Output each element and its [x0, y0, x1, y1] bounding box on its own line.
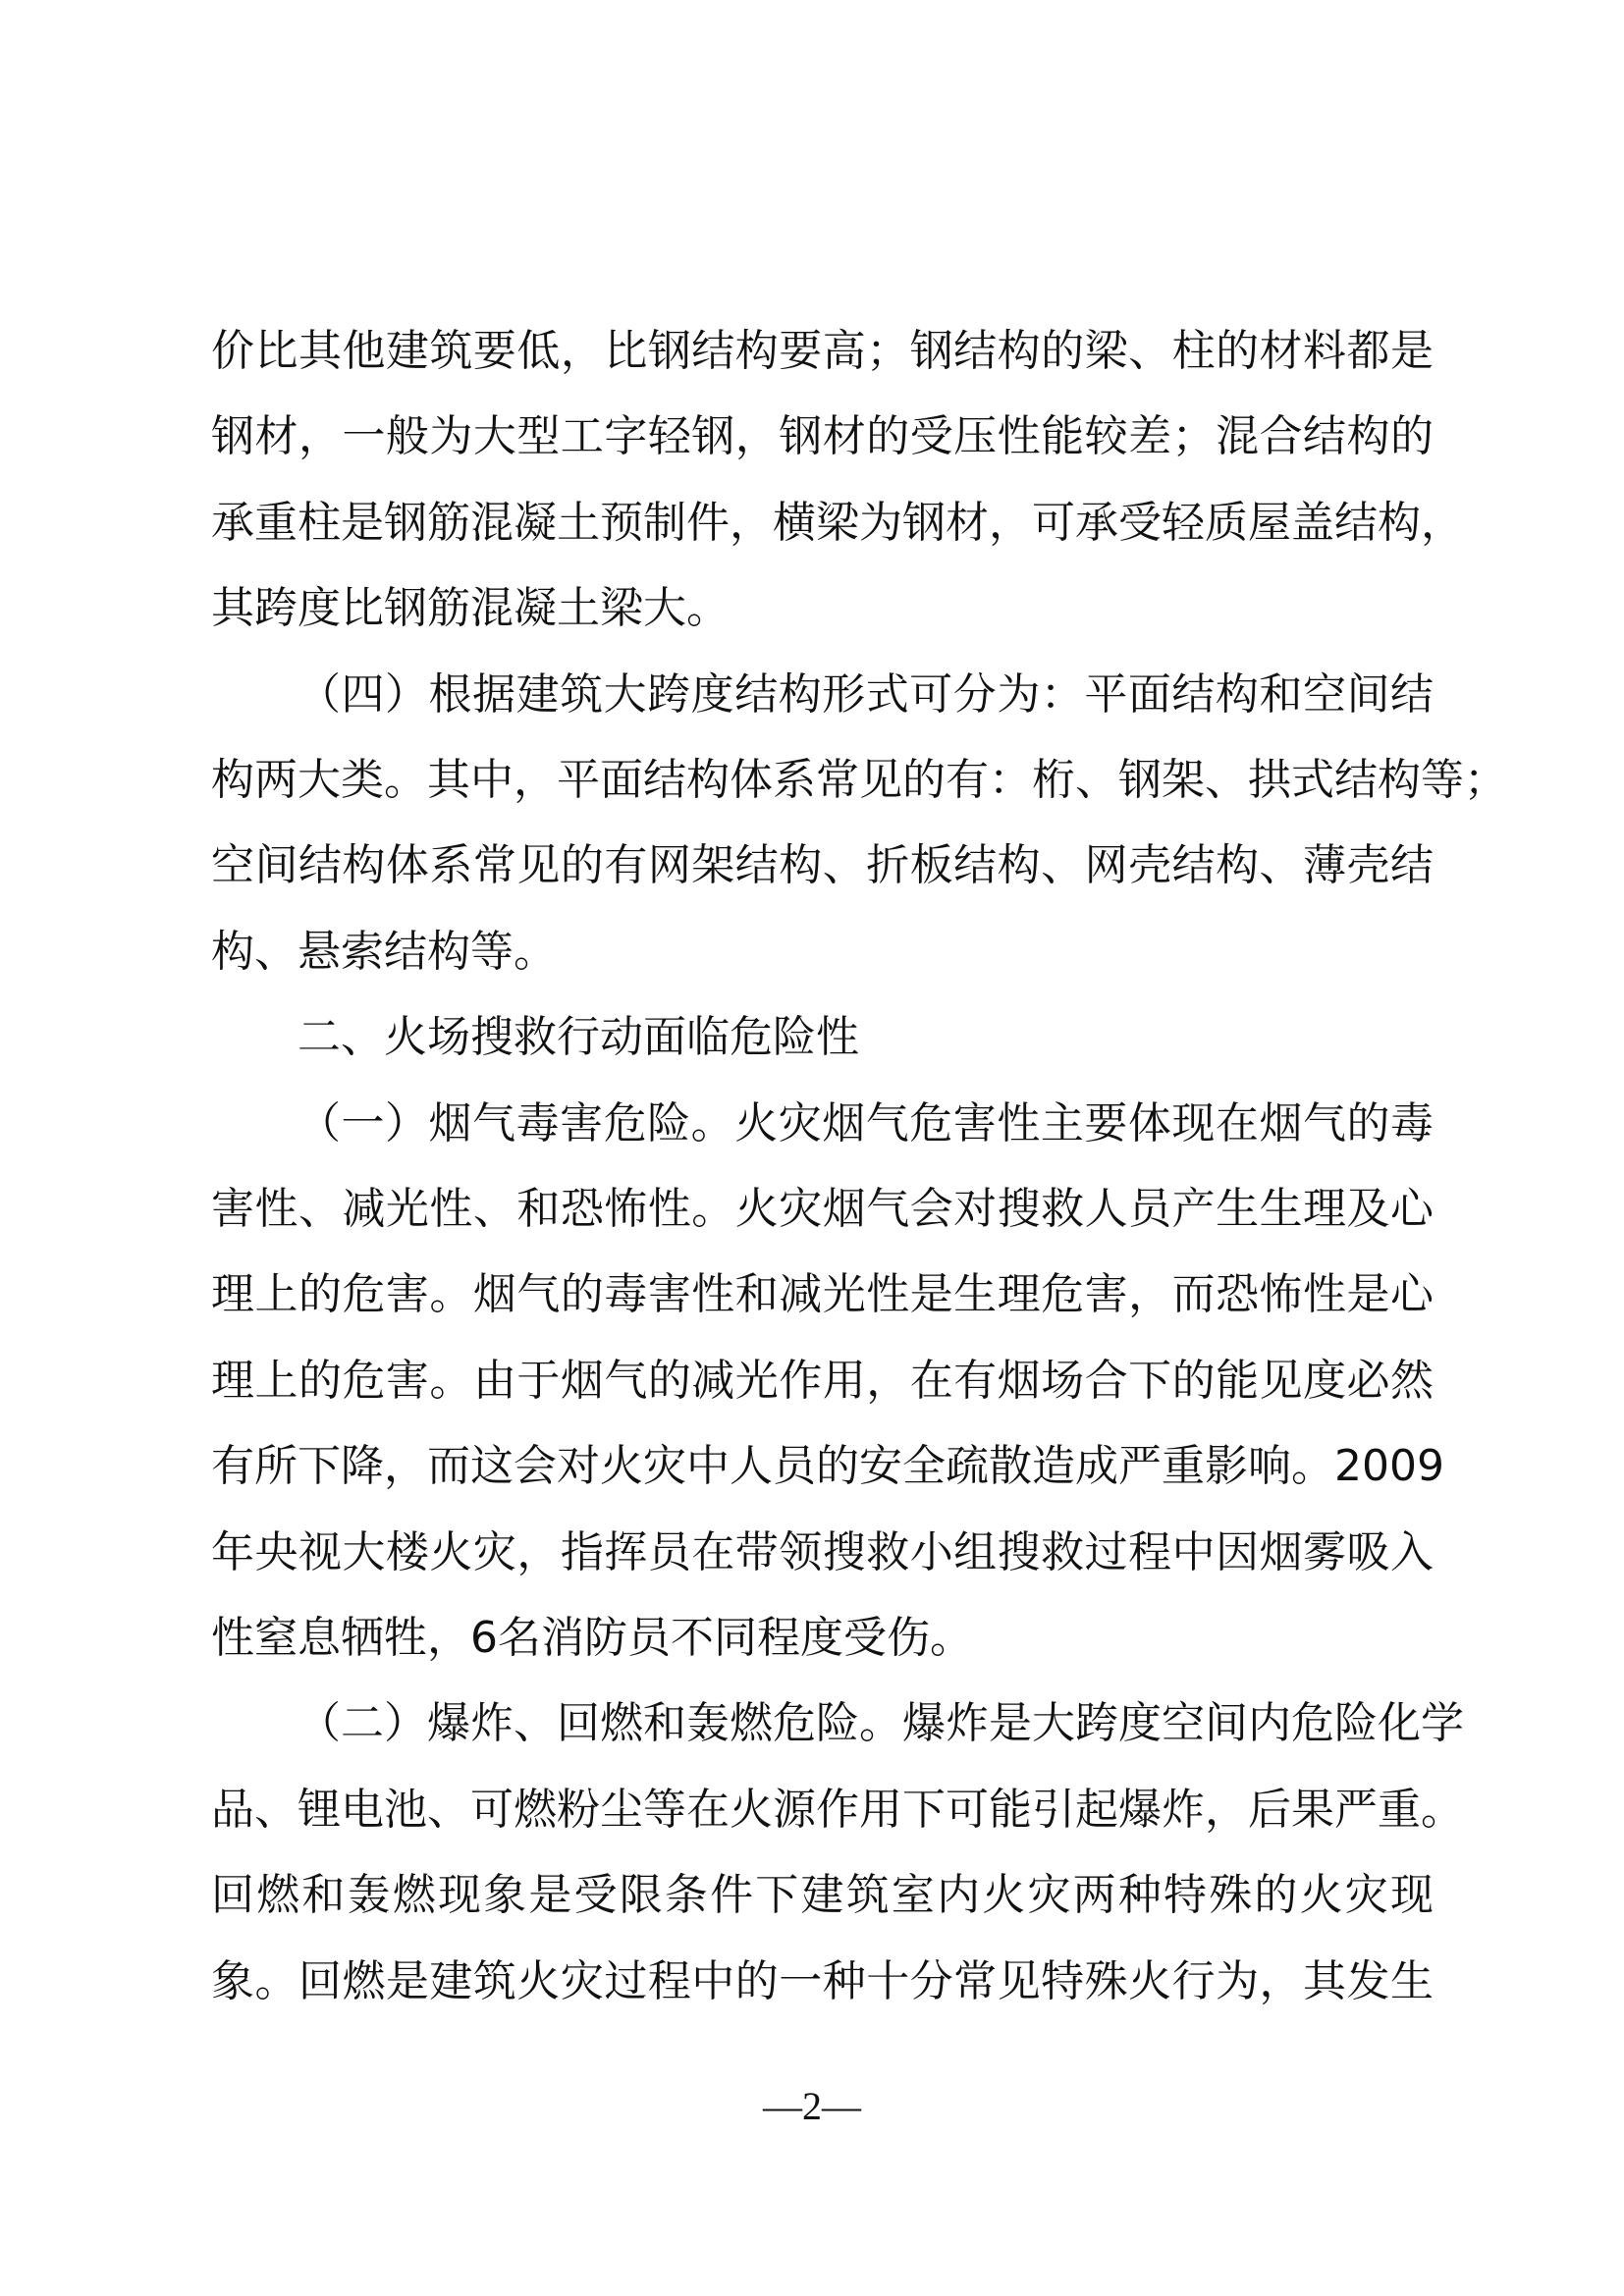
- text-line: 空间结构体系常见的有网架结构、折板结构、网壳结构、薄壳结: [211, 840, 1434, 890]
- text-line: 年央视大楼火灾，指挥员在带领搜救小组搜救过程中因烟雾吸入: [211, 1527, 1434, 1577]
- text-line: 象。回燃是建筑火灾过程中的一种十分常见特殊火行为，其发生: [211, 1956, 1434, 2006]
- text-line: 理上的危害。烟气的毒害性和减光性是生理危害，而恐怖性是心: [211, 1269, 1434, 1319]
- text-line: 价比其他建筑要低，比钢结构要高；钢结构的梁、柱的材料都是: [211, 326, 1434, 376]
- text-line: 有所下降，而这会对火灾中人员的安全疏散造成严重影响。2009: [211, 1441, 1444, 1491]
- paragraph-start-line: （四）根据建筑大跨度结构形式可分为：平面结构和空间结: [298, 669, 1434, 720]
- page-number: —2—: [763, 2084, 861, 2128]
- text-line: 回燃和轰燃现象是受限条件下建筑室内火灾两种特殊的火灾现: [211, 1870, 1434, 1920]
- text-line: 构、悬索结构等。: [211, 927, 557, 977]
- text-line: 性窒息牺牲，6名消防员不同程度受伤。: [211, 1613, 973, 1663]
- text-line: 构两大类。其中，平面结构体系常见的有：桁、钢架、拱式结构等；: [211, 755, 1507, 805]
- text-line: 害性、减光性、和恐怖性。火灾烟气会对搜救人员产生生理及心: [211, 1184, 1434, 1234]
- text-line: 理上的危害。由于烟气的减光作用，在有烟场合下的能见度必然: [211, 1356, 1434, 1406]
- text-line: 其跨度比钢筋混凝土梁大。: [211, 583, 730, 633]
- text-line: 承重柱是钢筋混凝土预制件，横梁为钢材，可承受轻质屋盖结构，: [211, 498, 1464, 548]
- text-line: 钢材，一般为大型工字轻钢，钢材的受压性能较差；混合结构的: [211, 411, 1434, 461]
- section-heading: 二、火场搜救行动面临危险性: [298, 1012, 859, 1062]
- paragraph-start-line: （一）烟气毒害危险。火灾烟气危害性主要体现在烟气的毒: [298, 1098, 1434, 1148]
- paragraph-start-line: （二）爆炸、回燃和轰燃危险。爆炸是大跨度空间内危险化学: [298, 1698, 1464, 1748]
- text-line: 品、锂电池、可燃粉尘等在火源作用下可能引起爆炸，后果严重。: [211, 1785, 1464, 1835]
